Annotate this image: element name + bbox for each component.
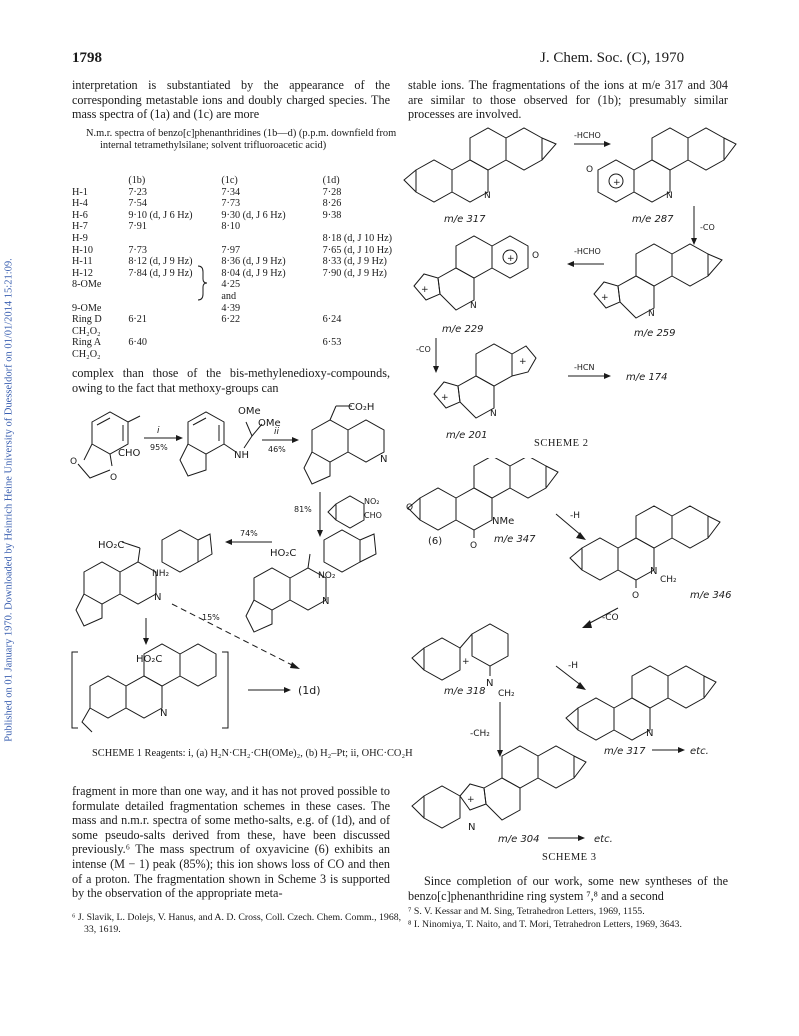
nmr-cell-1b: [108, 279, 201, 291]
s3-ion-318-label: m/e 318: [444, 686, 486, 697]
s1-nh: NH: [234, 450, 249, 461]
nmr-cell-1d: 8·26: [322, 198, 342, 210]
s2-ion-287-label: m/e 287: [632, 214, 674, 225]
s2-loss-co: -CO: [700, 223, 715, 232]
footnote-8: ⁸ I. Ninomiya, T. Naito, and T. Mori, Tetrahedron Letters, 1969, 3643.: [408, 919, 682, 930]
nmr-cell-label: Ring D: [72, 314, 102, 326]
s2-n-1: N: [484, 191, 491, 201]
nmr-cell-1b: 6·21: [128, 314, 147, 326]
methoxy-brace: [196, 265, 208, 301]
nmr-header-1b: (1b): [128, 175, 146, 186]
nmr-cell-1c: 8·36 (d, J 9 Hz): [221, 256, 286, 268]
s3-loss-h-2: -H: [568, 661, 579, 671]
nmr-cell-1d: 7·90 (d, J 9 Hz): [322, 267, 387, 279]
s3-compound-6: [408, 458, 558, 538]
footnote-7: ⁷ S. V. Kessar and M. Sing, Tetrahedron Letters, 1969, 1155.: [408, 906, 645, 917]
nmr-cell-1d: [293, 221, 392, 233]
s1-cho-2: CHO: [364, 511, 382, 520]
s3-ion-347-label: m/e 347: [494, 534, 536, 545]
scheme1-nitroaldehyde: [328, 496, 364, 528]
s3-n-4: N: [468, 822, 476, 833]
right-paragraph-2: Since completion of our work, some new syntheses of the benzo[c]phenanthridine ring system ⁷,⁸ and a second: [408, 874, 728, 903]
nmr-header-1c: (1c): [221, 175, 238, 186]
s2-ion-259-label: m/e 259: [634, 328, 676, 339]
s2-ion-317-label: m/e 317: [444, 214, 486, 225]
nmr-table-row: [72, 303, 392, 315]
scheme-1-caption: SCHEME 1 Reagents: i, (a) H₂N·CH₂·CH(OMe)₂, (b) H₂–Pt; ii, OHC·CO₂H: [92, 748, 413, 759]
s2-ion-201: [434, 344, 536, 418]
nmr-table-row: [72, 268, 392, 280]
nmr-cell-label: H-11: [72, 256, 93, 268]
nmr-cell-1c: 8·04 (d, J 9 Hz): [221, 267, 286, 279]
nmr-table-row: [72, 245, 392, 257]
s3-ion-304: [412, 746, 586, 828]
scheme-3-caption: SCHEME 3: [542, 852, 597, 863]
s1-n-3: N: [322, 596, 330, 607]
s3-plus-2: +: [467, 795, 475, 805]
s2-plus-6: +: [519, 357, 527, 367]
s2-ion-201-label: m/e 201: [446, 430, 488, 441]
nmr-table-row: [72, 210, 392, 222]
nmr-cell-1c: 8·10: [221, 221, 241, 233]
nmr-cell-1b: [108, 291, 201, 303]
nmr-table-row: [72, 279, 392, 291]
s3-o-carbonyl: O: [470, 541, 478, 551]
nmr-cell-1d: [293, 291, 392, 303]
s2-loss-co-2: -CO: [416, 345, 431, 354]
nmr-cell-label: Ring A: [72, 337, 102, 349]
s3-ion-318: [412, 624, 508, 680]
s1-reagent-i: i: [157, 426, 160, 436]
nmr-cell-1c: 9·30 (d, J 6 Hz): [221, 209, 286, 221]
s3-loss-h-1: -H: [570, 511, 581, 521]
s1-cho: CHO: [118, 448, 141, 459]
s2-loss-hcho-1: -HCHO: [574, 131, 601, 140]
nmr-table-row: [72, 326, 392, 338]
nmr-table-row: [72, 256, 392, 268]
s2-plus-1: +: [613, 178, 621, 188]
s2-loss-hcho-2: -HCHO: [574, 247, 601, 256]
nmr-table-caption: N.m.r. spectra of benzo[c]phenanthridines (1b—d) (p.p.m. downfield from internal tetramethylsilane; solvent trifluoroacetic acid): [86, 128, 397, 152]
scheme1-isoquinoline-molecule: [304, 406, 384, 484]
nmr-cell-1c: and: [221, 290, 237, 302]
s2-o-1: O: [586, 165, 594, 175]
nmr-table-row: [72, 187, 392, 199]
s3-etc-1: etc.: [690, 746, 709, 757]
nmr-cell-1c: 6·22: [221, 314, 241, 326]
s2-plus-5: +: [441, 393, 449, 403]
s3-ion-304-label: m/e 304: [498, 834, 540, 845]
s1-yield-81: 81%: [294, 505, 312, 514]
s3-loss-ch2: -CH₂: [470, 729, 490, 739]
nmr-header-1d: (1d): [322, 175, 340, 186]
s1-ho2c-2: HO₂C: [270, 548, 297, 559]
s1-ho2c-1: HO₂C: [98, 540, 125, 551]
nmr-cell-1c: [201, 233, 292, 245]
nmr-cell-label: 8-OMe: [72, 279, 102, 291]
s2-n-4: N: [470, 301, 477, 311]
s3-n-1: N: [650, 566, 658, 577]
s1-no2: NO₂: [364, 497, 380, 506]
nmr-cell-1d: 9·38: [322, 209, 342, 221]
s3-nme: NMe: [492, 516, 515, 527]
nmr-cell-1c: 7·97: [221, 244, 241, 256]
nmr-cell-1d: 8·33 (d, J 9 Hz): [322, 256, 387, 268]
s2-ion-229-label: m/e 229: [442, 324, 484, 335]
nmr-cell-1b: 8·12 (d, J 9 Hz): [128, 256, 193, 268]
s3-n-3: N: [646, 728, 654, 739]
scheme1-amine-molecule: [180, 412, 262, 476]
nmr-cell-1b: 7·91: [128, 221, 147, 233]
page-number: 1798: [72, 50, 102, 66]
nmr-cell-label: H-4: [72, 198, 88, 210]
nmr-cell-1c: 4·25: [221, 279, 241, 291]
nmr-cell-label: H-1: [72, 186, 88, 198]
nmr-cell-label: H-7: [72, 221, 88, 233]
s3-etc-2: etc.: [594, 834, 613, 845]
footnote-6: ⁶ J. Slavik, L. Dolejs, V. Hanus, and A. D. Cross, Coll. Czech. Chem. Comm., 1968, 33, 1619.: [72, 912, 402, 935]
s1-n-4: N: [160, 708, 168, 719]
s2-ion-259: [594, 244, 722, 318]
nmr-cell-label: H-9: [72, 232, 88, 244]
s3-o-1: O: [406, 503, 414, 513]
s2-plus-4: +: [507, 254, 515, 264]
s2-n-5: N: [490, 409, 497, 419]
s2-plus-2: +: [601, 293, 609, 303]
nmr-cell-label: CH₂O₂: [72, 348, 101, 360]
s1-reagent-ii: ii: [274, 427, 280, 437]
nmr-table-row: [72, 233, 392, 245]
left-paragraph-1: interpretation is substantiated by the appearance of the corresponding metastable ions and doubly charged species. The mass spectra of (1a) and (1c) are more: [72, 78, 390, 122]
nmr-cell-1d: 7·65 (d, J 10 Hz): [322, 244, 392, 256]
s1-co2h: CO₂H: [348, 402, 375, 413]
s1-ome-2: OMe: [258, 418, 281, 429]
s2-plus-3: +: [421, 285, 429, 295]
s1-yield-ii: 46%: [268, 445, 286, 454]
nmr-cell-1c: 7·73: [221, 198, 241, 210]
nmr-cell-1b: 7·54: [128, 198, 147, 210]
s2-ion-229: [414, 236, 528, 310]
nmr-cell-label: H-12: [72, 267, 93, 279]
nmr-table-header: [72, 175, 392, 187]
s1-no2-b: NO₂: [318, 571, 336, 581]
s2-n-3: N: [648, 309, 655, 319]
nmr-cell-1d: 6·24: [322, 314, 342, 326]
nmr-cell-label: H-6: [72, 209, 88, 221]
s2-loss-hcn: -HCN: [574, 363, 595, 372]
nmr-cell-1d: 6·53: [322, 337, 342, 349]
nmr-table-row: [72, 349, 392, 361]
nmr-cell-1c: 7·34: [221, 186, 241, 198]
nmr-cell-1b: 7·84 (d, J 9 Hz): [128, 267, 193, 279]
download-note: Published on 01 January 1970. Downloaded by Heinrich Heine University of Duesseldorf on 01/01/2014 15:21:09.: [3, 258, 15, 742]
s1-o-a: O: [70, 457, 78, 467]
s1-n-1: N: [380, 454, 388, 465]
s3-compound-label: (6): [428, 536, 443, 547]
nmr-cell-label: H-10: [72, 244, 93, 256]
s2-ion-174-label: m/e 174: [626, 372, 668, 383]
nmr-cell-1c: 4·39: [221, 302, 241, 314]
s3-ion-346: [570, 506, 720, 588]
s1-ome-1: OMe: [238, 406, 261, 417]
s2-ion-317: [404, 128, 556, 202]
nmr-cell-label: CH₂O₂: [72, 325, 101, 337]
nmr-cell-1d: [293, 349, 392, 361]
nmr-table-row: [72, 314, 392, 326]
left-paragraph-2: complex than those of the bis-methylenedioxy-compounds, owing to the fact that methoxy-groups can: [72, 366, 390, 395]
s1-product-1d: (1d): [298, 684, 321, 697]
s3-ion-346-label: m/e 346: [690, 590, 732, 601]
nmr-cell-1b: [108, 233, 201, 245]
right-paragraph-1: stable ions. The fragmentations of the ions at m/e 317 and 304 are similar to those observed for (1b); presumably similar processes are involved.: [408, 78, 728, 122]
s1-yield-i: 95%: [150, 443, 168, 452]
nmr-cell-label: 9-OMe: [72, 302, 102, 314]
nmr-cell-1c: [201, 326, 292, 338]
scheme-1: [62, 400, 397, 745]
s3-ion-317-label: m/e 317: [604, 746, 646, 757]
s3-plus-1: +: [462, 657, 470, 667]
nmr-cell-1b: 9·10 (d, J 6 Hz): [128, 209, 193, 221]
s2-n-2: N: [666, 191, 673, 201]
nmr-cell-1d: 7·28: [322, 186, 342, 198]
nmr-table-row: [72, 198, 392, 210]
scheme1-amino-molecule: [76, 530, 212, 626]
nmr-table-row: [72, 221, 392, 233]
nmr-cell-1b: 6·40: [128, 337, 147, 349]
nmr-cell-1b: [108, 349, 201, 361]
s1-nh2: NH₂: [152, 569, 170, 579]
journal-title: J. Chem. Soc. (C), 1970: [540, 50, 685, 66]
nmr-cell-1d: [293, 326, 392, 338]
scheme1-nitro-molecule: [246, 530, 376, 632]
s1-ho2c-3: HO₂C: [136, 654, 163, 665]
nmr-cell-1d: 8·18 (d, J 10 Hz): [322, 232, 392, 244]
nmr-cell-1c: [201, 337, 292, 349]
s3-ion-317: [566, 666, 716, 740]
nmr-cell-1b: [108, 326, 201, 338]
nmr-cell-1b: 7·23: [128, 186, 147, 198]
nmr-cell-1b: 7·73: [128, 244, 147, 256]
s3-o-carbonyl-2: O: [632, 591, 640, 601]
scheme1-start-molecule: [78, 412, 140, 478]
scheme-2-caption: SCHEME 2: [534, 438, 589, 449]
nmr-cell-1d: [293, 303, 392, 315]
s3-n-2: N: [486, 678, 494, 689]
s3-ch2-2: CH₂: [498, 689, 515, 699]
left-paragraph-3: fragment in more than one way, and it has not proved possible to formulate detailed fragmentation schemes in these cases. The mass and n.m.r. spectra of some metho-salts, e.g. of (1d), and of some pseudo-salts derived from these, have been discussed previously.⁶ The mass spectrum of oxyavicine (6) exhibits an intense (M − 1) peak (85%); this ion shows loss of CO and then of a proton. The fragmentation shown in Scheme 3 is supported by the observation of the appropriate meta-: [72, 784, 390, 901]
s2-o-2: O: [532, 251, 540, 261]
s1-o-b: O: [110, 473, 118, 483]
s3-loss-co: -CO: [602, 613, 619, 623]
nmr-table-row: [72, 337, 392, 349]
s1-n-2: N: [154, 592, 162, 603]
nmr-table-row: [72, 291, 392, 303]
nmr-cell-1c: [201, 349, 292, 361]
s3-ch2-1: CH₂: [660, 575, 677, 585]
s1-yield-74: 74%: [240, 529, 258, 538]
s1-yield-15: 15%: [202, 613, 220, 622]
scheme-2: [398, 126, 738, 446]
scheme-3: [398, 458, 738, 850]
nmr-cell-1d: [293, 279, 392, 291]
nmr-cell-1b: [108, 303, 201, 315]
nmr-table: [72, 175, 392, 361]
nmr-cell-label: [72, 291, 108, 303]
